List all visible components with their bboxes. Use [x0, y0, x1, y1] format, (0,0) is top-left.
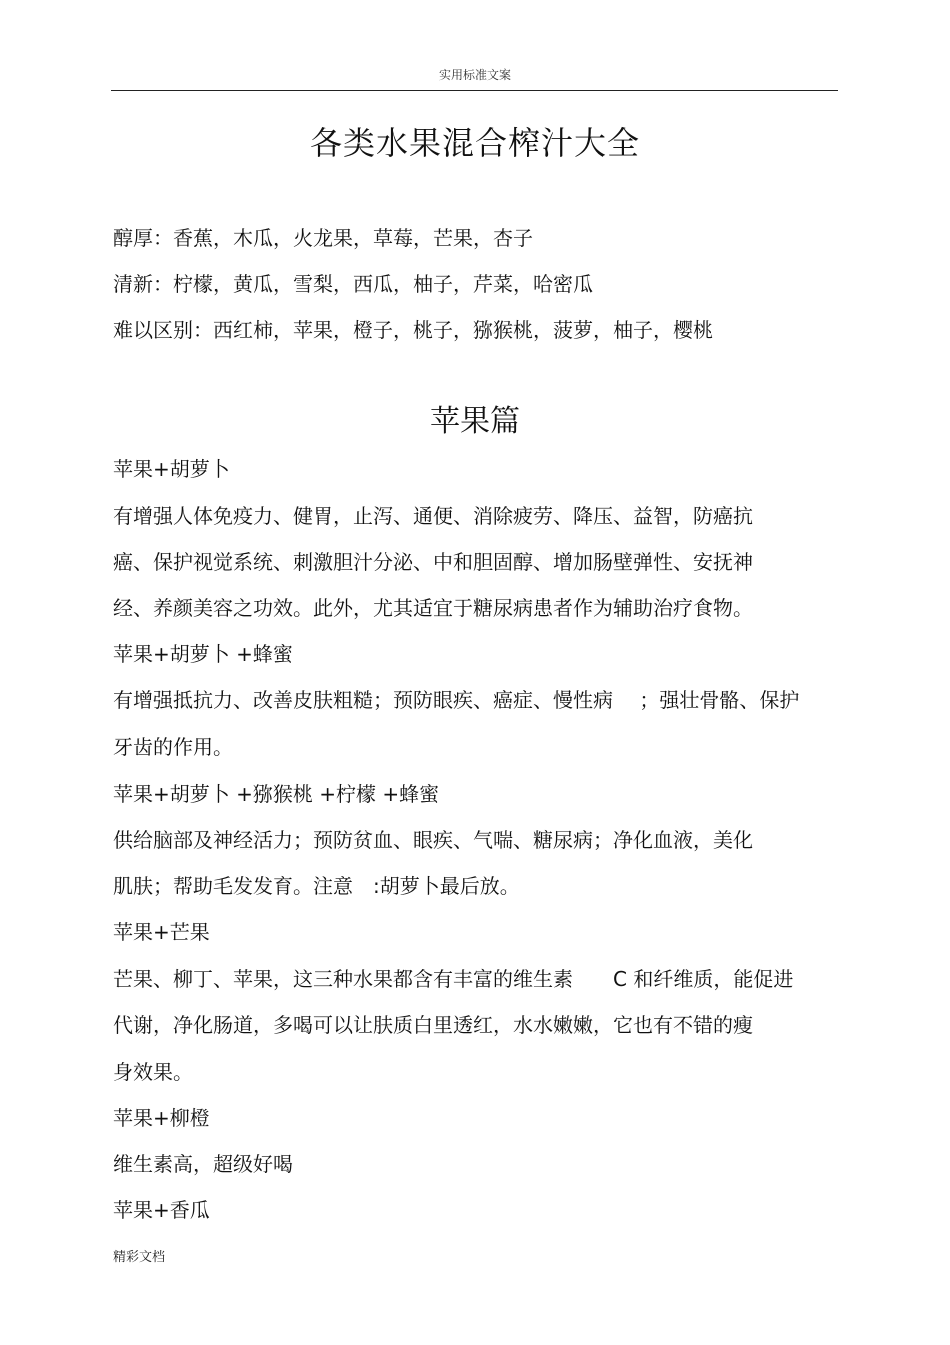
recipe-description-line: 维生素高，超级好喝: [113, 1152, 293, 1176]
recipe-description-line: 肌肤；帮助毛发发育。注意 :胡萝卜最后放。: [113, 874, 520, 898]
recipe-description-line: 牙齿的作用。: [113, 735, 233, 759]
document-title: 各类水果混合榨汁大全: [309, 124, 640, 162]
recipe-description-line: 有增强人体免疫力、健胃，止泻、通便、消除疲劳、降压、益智，防癌抗: [113, 504, 753, 528]
recipe-description-line: 芒果、柳丁、苹果，这三种水果都含有丰富的维生素 C 和纤维质，能促进: [113, 967, 794, 991]
recipe-description-line: 代谢，净化肠道，多喝可以让肤质白里透红，水水嫩嫩，它也有不错的瘦: [113, 1013, 753, 1037]
section-title: 苹果篇: [430, 404, 520, 439]
category-line-fresh: 清新：柠檬，黄瓜，雪梨，西瓜，柚子，芹菜，哈密瓜: [113, 272, 593, 296]
page-footer: 精彩文档: [113, 1250, 166, 1265]
recipe-name: 苹果+胡萝卜: [113, 457, 230, 481]
recipe-name: 苹果+胡萝卜 +蜂蜜: [113, 642, 293, 666]
recipe-description-line: 有增强抵抗力、改善皮肤粗糙；预防眼疾、癌症、慢性病 ；强壮骨骼、保护: [113, 688, 800, 712]
category-line-rich: 醇厚：香蕉，木瓜，火龙果，草莓，芒果，杏子: [113, 226, 533, 250]
recipe-name: 苹果+芒果: [113, 920, 210, 944]
recipe-description-line: 癌、保护视觉系统、刺激胆汁分泌、中和胆固醇、增加肠壁弹性、安抚神: [113, 550, 753, 574]
recipe-name: 苹果+香瓜: [113, 1198, 210, 1222]
recipe-description-line: 身效果。: [113, 1060, 193, 1084]
category-line-neutral: 难以区别：西红柿，苹果，橙子，桃子，猕猴桃，菠萝，柚子，樱桃: [113, 318, 713, 342]
header-divider: [111, 90, 838, 91]
recipe-description-line: 经、养颜美容之功效。此外，尤其适宜于糖尿病患者作为辅助治疗食物。: [113, 596, 753, 620]
page-header: 实用标准文案: [438, 68, 511, 82]
recipe-description-line: 供给脑部及神经活力；预防贫血、眼疾、气喘、糖尿病；净化血液，美化: [113, 828, 753, 852]
recipe-name: 苹果+柳橙: [113, 1106, 210, 1130]
recipe-name: 苹果+胡萝卜 +猕猴桃 +柠檬 +蜂蜜: [113, 782, 440, 806]
